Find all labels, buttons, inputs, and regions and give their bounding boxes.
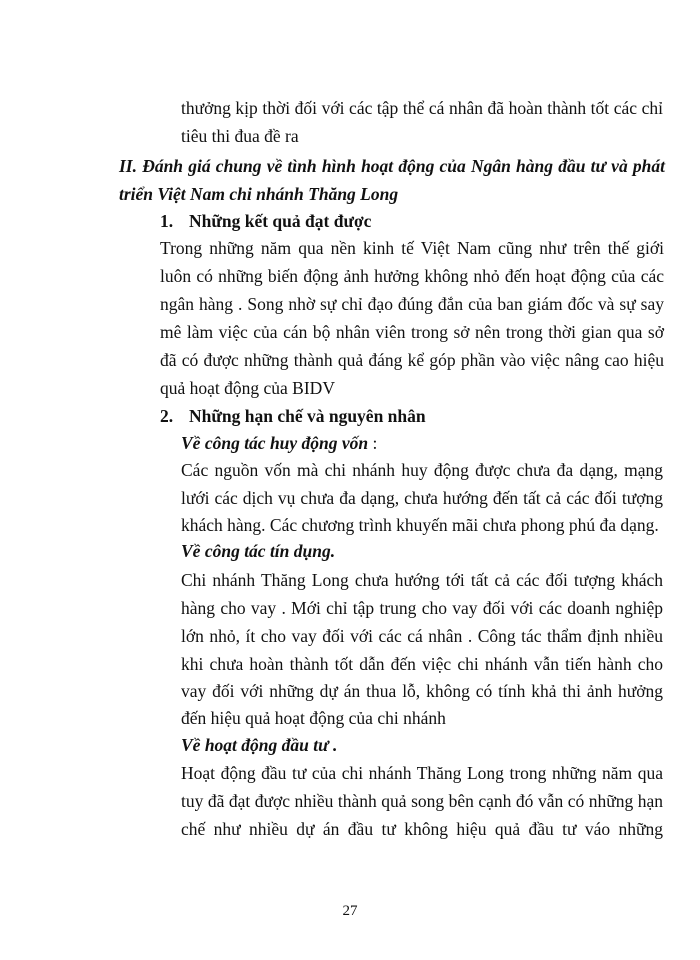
- subsection-title: Những hạn chế và nguyên nhân: [189, 406, 426, 426]
- subsection-number: 1.: [160, 211, 174, 231]
- paragraph-line: lưới các dịch vụ chưa đa dạng, chưa hướng đến tất cả các đối tượng: [181, 488, 663, 508]
- paragraph-line: Trong những năm qua nền kinh tế Việt Nam cũng như trên thế giới: [160, 238, 664, 258]
- continuation-line: thưởng kịp thời đối với các tập thể cá nhân đã hoàn thành tốt các chỉ: [181, 98, 663, 118]
- topic-heading: [181, 433, 377, 453]
- continuation-line: tiêu thi đua đề ra: [181, 126, 299, 146]
- page-number: 27: [342, 903, 358, 919]
- paragraph-line: khi chưa hoàn thành tốt dẫn đến việc chi nhánh vẫn tiến hành cho: [181, 654, 663, 674]
- section-heading: II. Đánh giá chung về tình hình hoạt động của Ngân hàng đầu tư và phát: [119, 156, 665, 176]
- topic-heading: Về hoạt động đầu tư .: [181, 735, 338, 755]
- subsection-number: 2.: [160, 406, 174, 426]
- subsection-title: Những kết quả đạt được: [189, 211, 372, 231]
- paragraph-line: luôn có những biến động ảnh hưởng không nhỏ đến hoạt động của các: [160, 266, 664, 286]
- topic-heading: Về công tác tín dụng.: [181, 541, 336, 561]
- paragraph-line: Chi nhánh Thăng Long chưa hướng tới tất cả các đối tượng khách: [181, 570, 663, 590]
- paragraph-line: khách hàng. Các chương trình khuyến mãi chưa phong phú đa dạng.: [181, 515, 659, 535]
- paragraph-line: mê làm việc của cán bộ nhân viên trong sở nên trong thời gian qua sở: [160, 322, 664, 342]
- topic-title: Về công tác huy động vốn: [181, 433, 369, 453]
- paragraph-line: tuy đã đạt được nhiều thành quả song bên cạnh đó vẫn có những hạn: [181, 791, 663, 811]
- paragraph-line: Các nguồn vốn mà chi nhánh huy động được chưa đa dạng, mạng: [181, 460, 663, 480]
- paragraph-line: ngân hàng . Song nhờ sự chỉ đạo đúng đắn của ban giám đốc và sự say: [160, 294, 664, 314]
- section-heading: triển Việt Nam chi nhánh Thăng Long: [119, 184, 399, 204]
- paragraph-line: đến hiệu quả hoạt động của chi nhánh: [181, 708, 446, 728]
- paragraph-line: hàng cho vay . Mới chỉ tập trung cho vay đối với các doanh nghiệp: [181, 598, 663, 618]
- paragraph-line: đã có được những thành quả đáng kể góp phần vào việc nâng cao hiệu: [160, 350, 664, 370]
- paragraph-line: quả hoạt động của BIDV: [160, 378, 335, 398]
- paragraph-line: Hoạt động đầu tư của chi nhánh Thăng Long trong những năm qua: [181, 763, 663, 783]
- topic-suffix: :: [368, 433, 378, 453]
- paragraph-line: chế như nhiều dự án đầu tư không hiệu quả đầu tư váo những: [181, 819, 663, 839]
- paragraph-line: vay đối với những dự án thua lỗ, không có tính khả thi ảnh hưởng: [181, 681, 663, 701]
- paragraph-line: lớn nhỏ, ít cho vay đối với các cá nhân . Công tác thẩm định nhiều: [181, 626, 663, 646]
